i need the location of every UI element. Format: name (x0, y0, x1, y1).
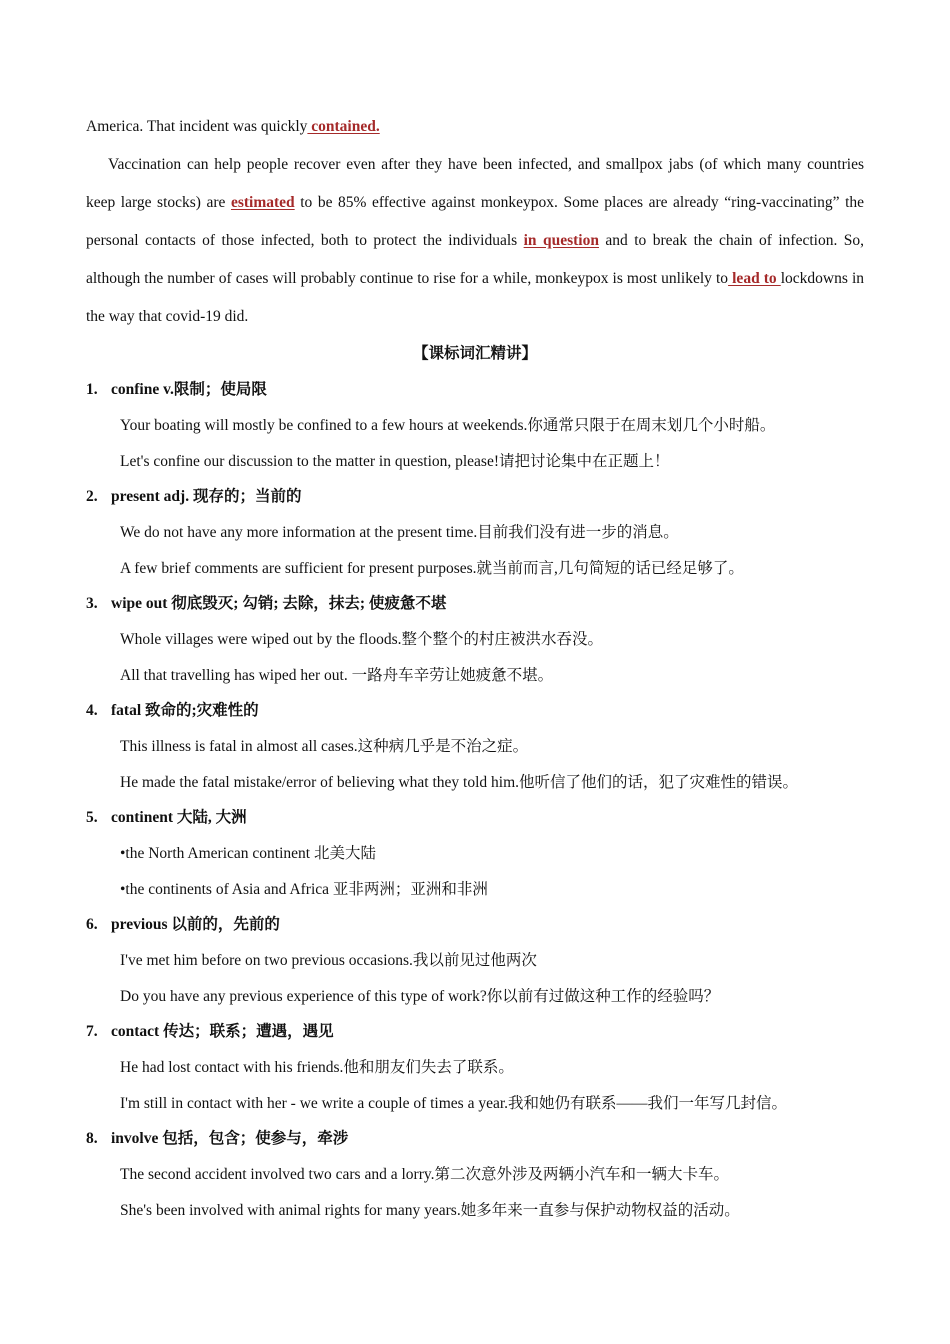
vocab-number: 6. (86, 916, 98, 933)
vocab-example: A few brief comments are sufficient for present purposes.就当前而言,几句简短的话已经足够了。 (120, 559, 744, 577)
vocab-head (86, 479, 864, 515)
vocab-list (86, 372, 864, 1228)
vocab-term: present adj. 现存的；当前的 (111, 488, 302, 505)
passage-text: and to break the chain of infection. So, although the number of cases will probably continue to rise for a while, monkeypox is most unlikely to (86, 232, 865, 287)
vocab-example: •the North American continent 北美大陆 (120, 845, 376, 862)
passage-text: to be 85% effective against monkeypox. Some places are already “ring-vaccinating” the personal contacts of those infected, both to protect the individuals (86, 194, 864, 249)
vocab-term: involve 包括，包含；使参与，牵涉 (111, 1130, 349, 1147)
vocab-example: I've met him before on two previous occasions.我以前见过他两次 (120, 952, 537, 969)
vocab-number: 3. (86, 595, 98, 612)
vocab-entry (86, 907, 864, 1014)
vocab-head (86, 907, 864, 943)
vocab-head (86, 1014, 864, 1050)
vocab-term: previous 以前的，先前的 (111, 916, 280, 933)
vocab-term: contact 传达；联系；遭遇，遇见 (111, 1023, 334, 1040)
vocab-entry (86, 586, 864, 693)
vocab-number: 2. (86, 488, 98, 505)
vocab-number: 5. (86, 809, 98, 826)
vocab-example: Your boating will mostly be confined to a few hours at weekends.你通常只限于在周末划几个小时船。 (120, 417, 776, 434)
vocab-head (86, 693, 864, 729)
vocab-number: 7. (86, 1023, 98, 1040)
document-page (86, 108, 864, 1228)
vocab-term: confine v.限制；使局限 (111, 381, 267, 398)
vocab-entry (86, 693, 864, 800)
vocab-example: Whole villages were wiped out by the floods.整个整个的村庄被洪水吞没。 (120, 631, 604, 648)
vocab-example: Do you have any previous experience of this type of work?你以前有过做这种工作的经验吗？ (120, 987, 720, 1005)
passage-text: America. That incident was quickly (86, 118, 308, 135)
vocab-head (86, 1121, 864, 1157)
vocab-example: We do not have any more information at the present time.目前我们没有进一步的消息。 (120, 524, 679, 541)
passage-paragraph-2 (86, 146, 864, 336)
vocab-example: He had lost contact with his friends.他和朋友们失去了联系。 (120, 1059, 514, 1076)
vocab-head (86, 800, 864, 836)
vocab-number: 8. (86, 1130, 98, 1147)
vocab-entry (86, 1014, 864, 1121)
passage-paragraph-1 (86, 108, 864, 146)
vocab-example: •the continents of Asia and Africa 亚非两洲；亚洲和非洲 (120, 880, 488, 898)
highlight-in-question: in question (523, 232, 599, 249)
vocab-example: He made the fatal mistake/error of believing what they told him.他听信了他们的话，犯了灾难性的错误。 (120, 773, 798, 791)
vocab-entry (86, 372, 864, 479)
highlight-lead-to: lead to (728, 270, 781, 287)
passage-text: Vaccination can help people recover even after they have been infected, and smallpox jabs (of which many countries keep large stocks) are (86, 156, 864, 211)
vocab-term: wipe out 彻底毁灭; 勾销; 去除，抹去; 使疲惫不堪 (111, 595, 447, 612)
highlight-estimated: estimated (230, 194, 295, 211)
vocab-entry (86, 1121, 864, 1228)
vocab-number: 4. (86, 702, 98, 719)
vocab-example: All that travelling has wiped her out. 一路舟车辛劳让她疲惫不堪。 (120, 666, 554, 684)
vocab-term: fatal 致命的;灾难性的 (111, 702, 259, 719)
vocab-example: The second accident involved two cars and a lorry.第二次意外涉及两辆小汽车和一辆大卡车。 (120, 1166, 729, 1183)
passage-text: lockdowns in the way that covid-19 did. (86, 270, 865, 325)
highlight-contained: contained. (307, 118, 380, 135)
section-title: 【课标词汇精讲】 (412, 345, 537, 362)
vocab-entry (86, 800, 864, 907)
vocab-term: continent 大陆, 大洲 (111, 809, 247, 826)
vocab-entry (86, 479, 864, 586)
vocab-example: Let's confine our discussion to the matter in question, please!请把讨论集中在正题上！ (120, 452, 670, 470)
vocab-example: This illness is fatal in almost all cases.这种病几乎是不治之症。 (120, 738, 529, 755)
vocab-head (86, 586, 864, 622)
vocab-head (86, 372, 864, 408)
vocab-example: I'm still in contact with her - we write a couple of times a year.我和她仍有联系——我们一年写几封信。 (120, 1094, 788, 1112)
vocab-example: She's been involved with animal rights for many years.她多年来一直参与保护动物权益的活动。 (120, 1201, 740, 1219)
vocab-number: 1. (86, 381, 98, 398)
